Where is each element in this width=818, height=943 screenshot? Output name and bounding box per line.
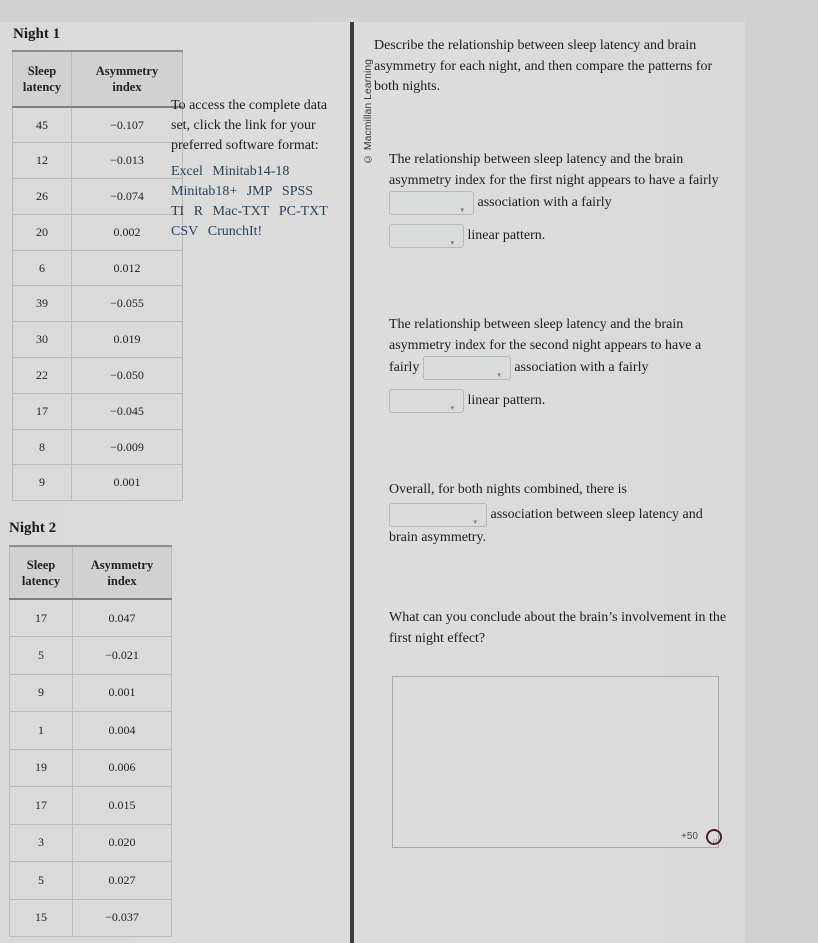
sleep-latency-cell: 17 bbox=[13, 393, 72, 429]
sleep-latency-cell: 39 bbox=[13, 286, 72, 322]
table-row bbox=[13, 429, 183, 465]
asymmetry-index-cell: 0.020 bbox=[73, 824, 172, 862]
sleep-latency-cell: 30 bbox=[13, 322, 72, 358]
sleep-latency-cell: 19 bbox=[10, 749, 73, 787]
link-r[interactable]: R bbox=[193, 204, 204, 219]
night1-header-sleep-latency: Sleep latency bbox=[13, 51, 72, 107]
asymmetry-index-cell: −0.074 bbox=[72, 179, 183, 215]
table-row bbox=[10, 862, 172, 900]
q3-text-b: association between sleep latency and brain asymmetry. bbox=[389, 507, 703, 545]
asymmetry-index-cell: 0.006 bbox=[73, 749, 172, 787]
link-spss[interactable]: SPSS bbox=[281, 184, 314, 199]
asymmetry-index-cell: −0.013 bbox=[72, 143, 183, 179]
night2-table bbox=[9, 545, 172, 937]
night2-header-asymmetry-index: Asymmetry index bbox=[73, 546, 172, 599]
dataset-links bbox=[171, 162, 341, 242]
link-minitab14-18[interactable]: Minitab14-18 bbox=[212, 164, 290, 179]
chevron-down-icon: ▾ bbox=[460, 206, 464, 214]
dataset-intro-text: To access the complete data set, click the link for your preferred software format: bbox=[171, 98, 328, 153]
copyright-label: © Macmillan Learning bbox=[362, 59, 374, 165]
asymmetry-index-cell: −0.021 bbox=[73, 637, 172, 675]
table-row bbox=[10, 637, 172, 675]
q1-text-b: association with a fairly bbox=[477, 195, 612, 211]
q1-direction-dropdown[interactable] bbox=[389, 191, 474, 215]
chevron-down-icon: ▾ bbox=[450, 404, 454, 412]
night1-header-asymmetry-index: Asymmetry index bbox=[72, 51, 183, 107]
sleep-latency-cell: 26 bbox=[13, 179, 72, 215]
q2-strength-dropdown[interactable] bbox=[389, 389, 464, 413]
sleep-latency-cell: 45 bbox=[13, 107, 72, 143]
asymmetry-index-cell: 0.027 bbox=[73, 862, 172, 900]
panel-divider bbox=[350, 22, 354, 943]
link-ti[interactable]: TI bbox=[171, 204, 185, 219]
resize-grip-icon[interactable]: ∕∕ bbox=[712, 838, 717, 846]
table-row bbox=[10, 712, 172, 750]
sleep-latency-cell: 9 bbox=[13, 465, 72, 501]
chevron-down-icon: ▾ bbox=[497, 371, 501, 379]
sleep-latency-cell: 5 bbox=[10, 637, 73, 675]
link-mac-txt[interactable]: Mac-TXT bbox=[212, 204, 270, 219]
table-row bbox=[10, 899, 172, 937]
table-row bbox=[13, 250, 183, 286]
asymmetry-index-cell: 0.047 bbox=[73, 599, 172, 637]
asymmetry-index-cell: 0.012 bbox=[72, 250, 183, 286]
asymmetry-index-cell: 0.015 bbox=[73, 787, 172, 825]
sleep-latency-cell: 20 bbox=[13, 214, 72, 250]
q1-strength-dropdown[interactable] bbox=[389, 224, 464, 248]
night2-title: Night 2 bbox=[9, 520, 57, 536]
q1-text-a: The relationship between sleep latency and the brain asymmetry index for the first night appears to have a fairly bbox=[389, 152, 719, 188]
table-row bbox=[10, 824, 172, 862]
link-pc-txt[interactable]: PC-TXT bbox=[278, 204, 328, 219]
q2-text-b: association with a fairly bbox=[514, 360, 649, 376]
night1-table-body bbox=[13, 107, 183, 501]
conclusion-answer-textarea[interactable] bbox=[392, 676, 719, 848]
link-crunchit[interactable]: CrunchIt! bbox=[207, 224, 263, 239]
table-row bbox=[13, 358, 183, 394]
asymmetry-index-cell: −0.045 bbox=[72, 393, 183, 429]
asymmetry-index-cell: −0.009 bbox=[72, 429, 183, 465]
table-row bbox=[13, 322, 183, 358]
night2-table-body bbox=[10, 599, 172, 937]
table-row bbox=[13, 393, 183, 429]
night1-title: Night 1 bbox=[13, 26, 61, 42]
link-jmp[interactable]: JMP bbox=[246, 184, 273, 199]
sleep-latency-cell: 12 bbox=[13, 143, 72, 179]
link-minitab18plus[interactable]: Minitab18+ bbox=[171, 184, 238, 199]
table-row bbox=[10, 749, 172, 787]
asymmetry-index-cell: 0.019 bbox=[72, 322, 183, 358]
table-row bbox=[10, 599, 172, 637]
chevron-down-icon: ▾ bbox=[473, 518, 477, 526]
table-row bbox=[13, 107, 183, 143]
chevron-down-icon: ▾ bbox=[450, 239, 454, 247]
question2 bbox=[389, 314, 724, 413]
q2-text-c: linear pattern. bbox=[467, 393, 546, 409]
asymmetry-index-cell: −0.107 bbox=[72, 107, 183, 143]
asymmetry-index-cell: −0.037 bbox=[73, 899, 172, 937]
question3 bbox=[389, 479, 724, 548]
sleep-latency-cell: 6 bbox=[13, 250, 72, 286]
table-row bbox=[13, 286, 183, 322]
q3-overall-dropdown[interactable] bbox=[389, 503, 487, 527]
right-margin bbox=[745, 0, 818, 943]
table-row bbox=[10, 674, 172, 712]
dataset-access-panel bbox=[171, 96, 341, 242]
sleep-latency-cell: 15 bbox=[10, 899, 73, 937]
q3-text-a: Overall, for both nights combined, there is bbox=[389, 482, 627, 497]
sleep-latency-cell: 8 bbox=[13, 429, 72, 465]
sleep-latency-cell: 17 bbox=[10, 787, 73, 825]
question-prompt: Describe the relationship between sleep latency and brain asymmetry for each night, and then compare the patterns for both nights. bbox=[374, 38, 713, 94]
sleep-latency-cell: 17 bbox=[10, 599, 73, 637]
question4: What can you conclude about the brain’s involvement in the first night effect? bbox=[389, 610, 727, 646]
table-row bbox=[13, 214, 183, 250]
link-csv[interactable]: CSV bbox=[171, 224, 199, 239]
table-row bbox=[13, 465, 183, 501]
table-row bbox=[10, 787, 172, 825]
q2-text-a: The relationship between sleep latency and the brain asymmetry index for the second night appears to have a fairly bbox=[389, 317, 702, 376]
link-excel[interactable]: Excel bbox=[171, 164, 203, 179]
sleep-latency-cell: 9 bbox=[10, 674, 73, 712]
night1-table bbox=[12, 50, 183, 501]
sleep-latency-cell: 5 bbox=[10, 862, 73, 900]
sleep-latency-cell: 22 bbox=[13, 358, 72, 394]
sleep-latency-cell: 3 bbox=[10, 824, 73, 862]
asymmetry-index-cell: −0.050 bbox=[72, 358, 183, 394]
q1-text-c: linear pattern. bbox=[467, 228, 546, 244]
asymmetry-index-cell: 0.004 bbox=[73, 712, 172, 750]
character-counter: +50 bbox=[681, 831, 698, 842]
sleep-latency-cell: 1 bbox=[10, 712, 73, 750]
night2-header-sleep-latency: Sleep latency bbox=[10, 546, 73, 599]
table-row bbox=[13, 143, 183, 179]
q2-direction-dropdown[interactable] bbox=[423, 356, 511, 380]
asymmetry-index-cell: −0.055 bbox=[72, 286, 183, 322]
asymmetry-index-cell: 0.001 bbox=[73, 674, 172, 712]
question1 bbox=[389, 149, 724, 248]
table-row bbox=[13, 179, 183, 215]
asymmetry-index-cell: 0.001 bbox=[72, 465, 183, 501]
asymmetry-index-cell: 0.002 bbox=[72, 214, 183, 250]
